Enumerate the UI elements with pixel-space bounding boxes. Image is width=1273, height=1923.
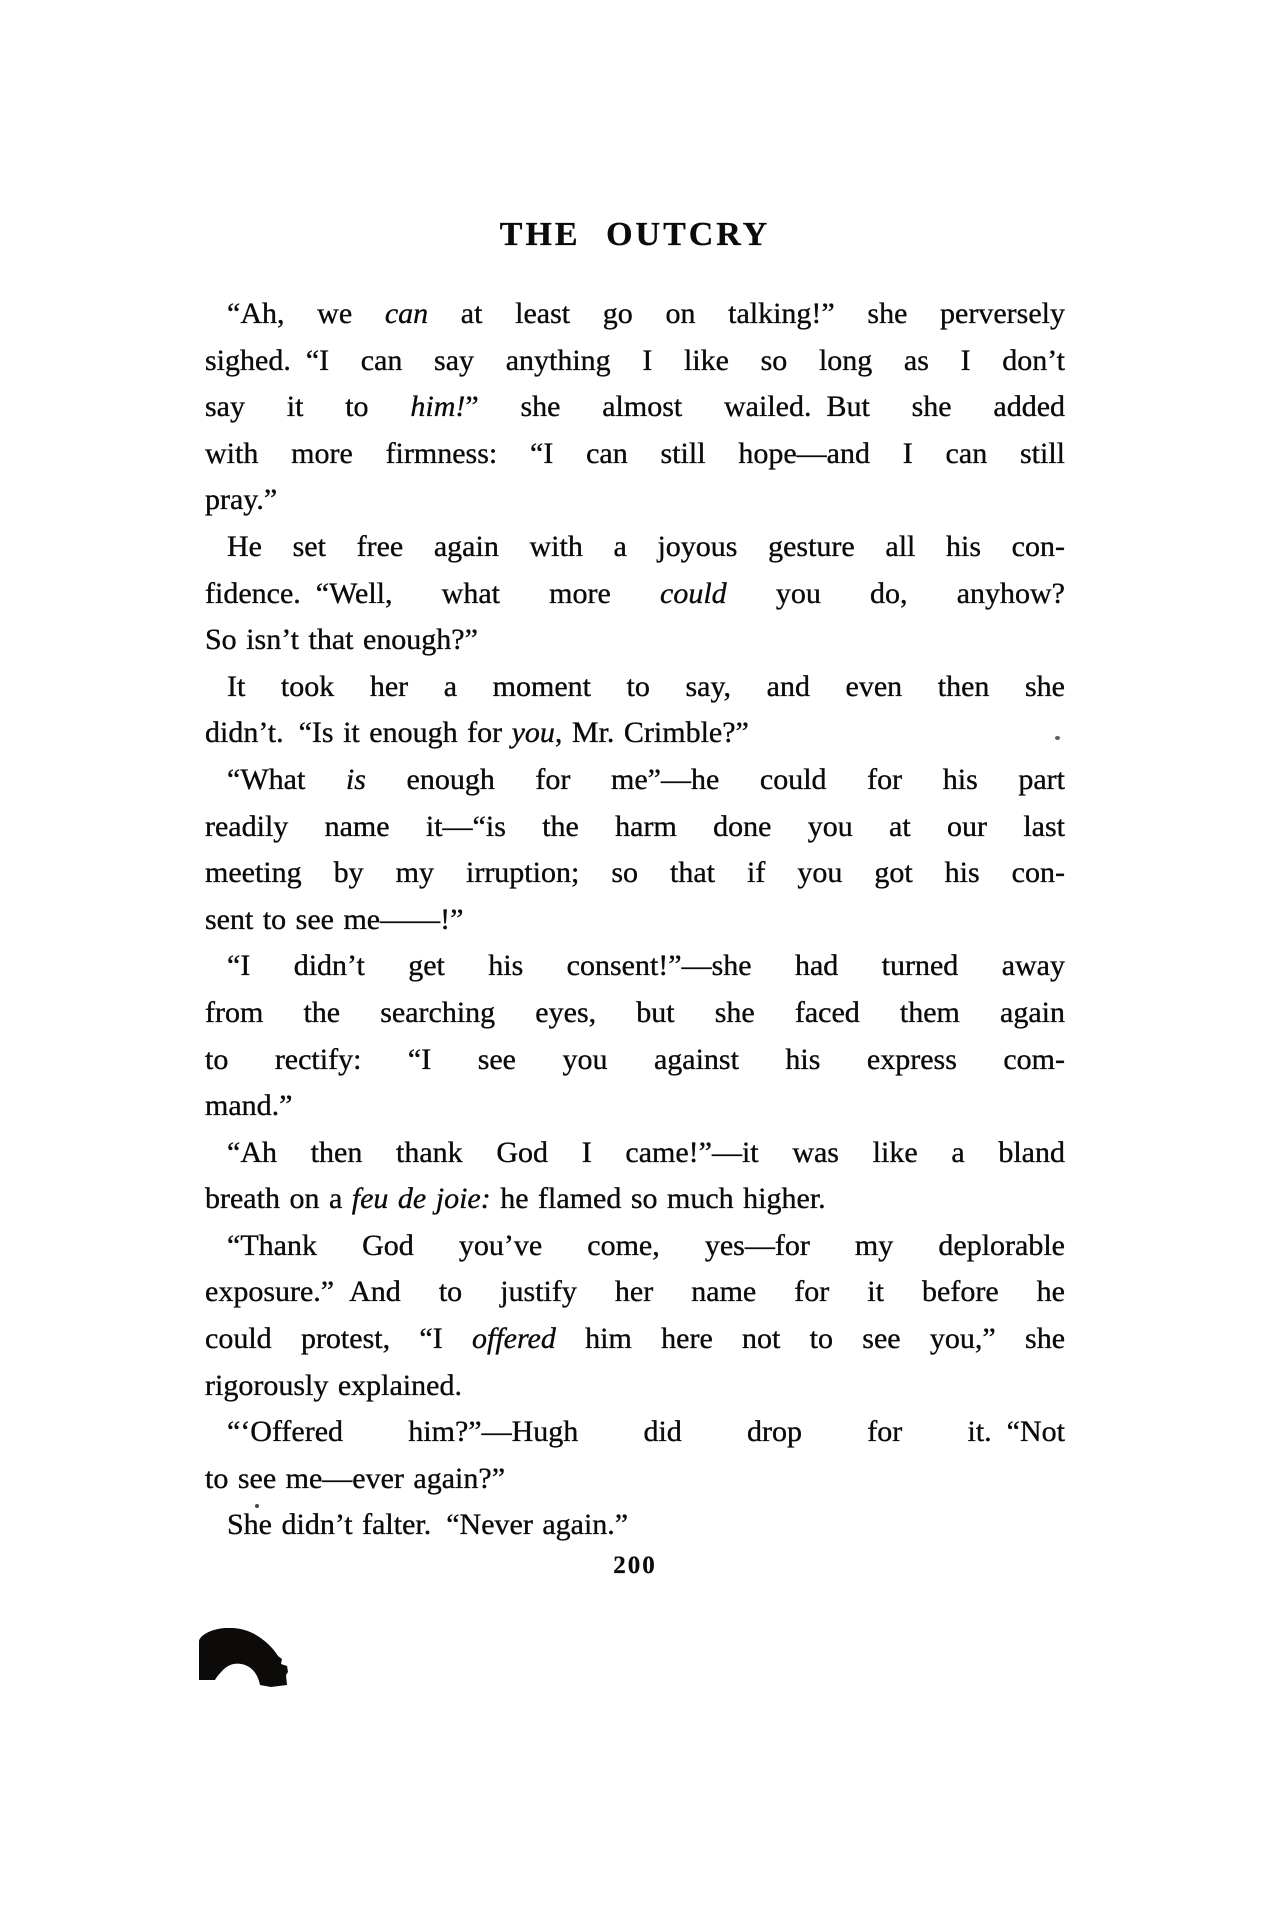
text-segment: “Ah then thank God I came!”—it was like a bland [227, 1135, 1065, 1169]
italic-text: offered [472, 1322, 556, 1356]
text-line [205, 1316, 1065, 1363]
text-segment: enough for me”—he could for his part [365, 762, 1066, 796]
text-line [205, 1176, 1065, 1223]
text-segment: “I didn’t get his consent!”—she had turned away [227, 949, 1065, 983]
text-line [205, 1456, 1065, 1503]
text-segment: rigorously explained. [205, 1368, 462, 1402]
italic-text: is [345, 762, 366, 796]
italic-text: feu de joie: [351, 1182, 491, 1216]
text-line [205, 1083, 1065, 1130]
text-segment: didn’t. “Is it enough for [205, 716, 512, 750]
text-line [205, 1409, 1065, 1456]
ink-speck [1055, 736, 1060, 740]
text-line [205, 757, 1065, 804]
text-segment: mand.” [205, 1089, 293, 1123]
text-segment: “Ah, we [227, 297, 385, 330]
text-segment: pray.” [205, 483, 278, 517]
text-line [205, 524, 1065, 571]
text-line [205, 990, 1065, 1037]
text-segment: with more firmness: “I can still hope—and I can still [205, 436, 1065, 470]
text-line [205, 338, 1065, 385]
text-segment: say it to [205, 390, 411, 424]
text-segment: could protest, “I [205, 1322, 472, 1356]
text-line [205, 1037, 1065, 1084]
text-segment: “What [227, 762, 346, 796]
text-line [205, 571, 1065, 618]
text-line [205, 1502, 1065, 1549]
text-line [205, 943, 1065, 990]
text-segment: “Thank God you’ve come, yes—for my deplorable [227, 1228, 1065, 1262]
italic-text: could [660, 576, 727, 610]
body-text [205, 291, 1065, 1549]
text-segment: readily name it—“is the harm done you at our last [205, 809, 1065, 843]
text-segment: He set free again with a joyous gesture all his con- [227, 529, 1065, 563]
running-head: THE OUTCRY [499, 216, 771, 253]
text-segment: meeting by my irruption; so that if you got his con- [205, 856, 1065, 890]
text-segment: to rectify: “I see you against his express com- [205, 1042, 1065, 1076]
text-line [205, 804, 1065, 851]
text-segment: to see me—ever again?” [205, 1461, 506, 1495]
italic-text: can [384, 297, 429, 330]
text-line [205, 710, 1065, 757]
text-segment: So isn’t that enough?” [205, 623, 478, 657]
text-line [205, 1269, 1065, 1316]
text-segment: ” she almost wailed. But she added [465, 390, 1066, 424]
text-segment: fidence. “Well, what more [205, 576, 660, 610]
text-segment: at least go on talking!” she perversely [428, 297, 1065, 330]
text-segment: “‘Offered him?”—Hugh did drop for it. “Not [227, 1415, 1065, 1449]
text-line [205, 291, 1065, 338]
text-segment: She didn’t falter. “Never again.” [227, 1508, 629, 1542]
page-number: 200 [613, 1552, 657, 1579]
text-segment: exposure.” And to justify her name for it before he [205, 1275, 1065, 1309]
text-segment: he flamed so much higher. [490, 1182, 826, 1216]
text-line [205, 617, 1065, 664]
ink-blot [198, 1628, 292, 1690]
text-line [205, 477, 1065, 524]
text-segment: It took her a moment to say, and even then she [227, 669, 1065, 703]
text-segment: , Mr. Crimble?” [554, 716, 749, 750]
text-line [205, 1130, 1065, 1177]
text-segment: sent to see me——!” [205, 902, 464, 936]
text-segment: breath on a [205, 1182, 352, 1216]
text-line [205, 897, 1065, 944]
text-segment: sighed. “I can say anything I like so long as I don’t [205, 343, 1065, 377]
text-line [205, 1223, 1065, 1270]
text-line [205, 1363, 1065, 1410]
text-line [205, 384, 1065, 431]
text-line [205, 664, 1065, 711]
text-line [205, 431, 1065, 478]
text-segment: from the searching eyes, but she faced them again [205, 995, 1065, 1029]
text-line [205, 850, 1065, 897]
italic-text: you [511, 716, 555, 750]
ink-speck [255, 1504, 259, 1508]
text-segment: you do, anyhow? [726, 576, 1065, 610]
text-segment: him here not to see you,” she [555, 1322, 1066, 1356]
italic-text: him! [410, 390, 466, 424]
